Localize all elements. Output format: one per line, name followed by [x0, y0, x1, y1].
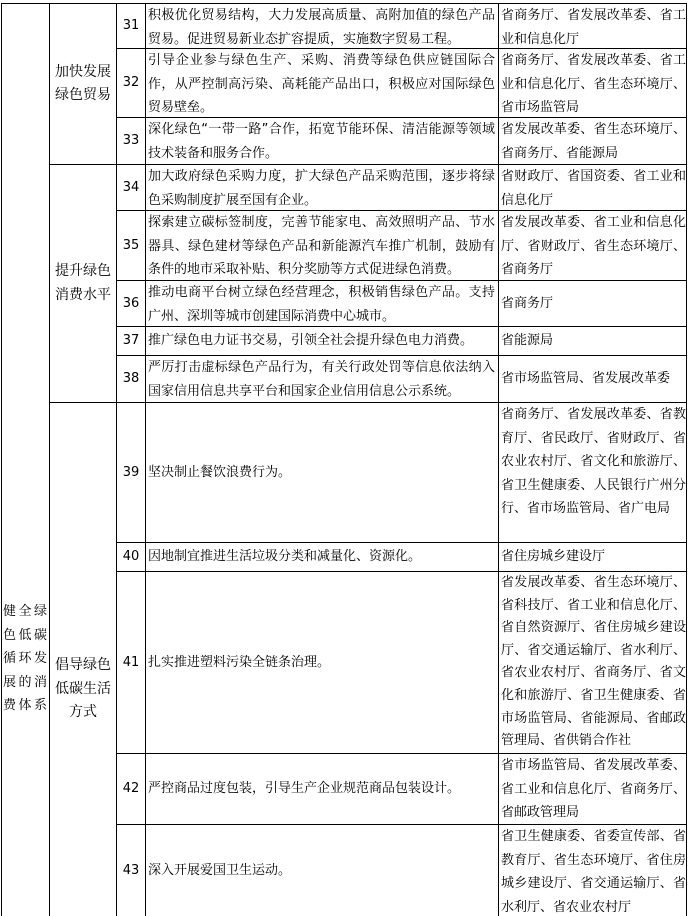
subcategory-label: 倡导绿色低碳生活方式: [55, 657, 111, 721]
department-text: 省市场监管局、省发展改革委: [501, 371, 671, 387]
department-text: 省商务厅、省发展改革委、省教育厅、省民政厅、省财政厅、省农业农村厅、省文化和旅游厅、省卫生健康委、人民银行广州分行、省市场监管局、省广电局: [501, 407, 686, 516]
task-text: 严厉打击虚标绿色产品行为，有关行政处罚等信息依法纳入国家信用信息共享平台和国家企业信用信息公示系统。: [148, 360, 495, 399]
task-text: 扎实推进塑料污染全链条治理。: [148, 654, 331, 670]
subcategory-label: 加快发展绿色贸易: [55, 63, 111, 103]
task-text: 引导企业参与绿色生产、采购、消费等绿色供应链国际合作，从严控制高污染、高耗能产品出口，积极应对国际绿色贸易壁垒。: [148, 53, 495, 115]
row-number: 39: [122, 464, 140, 480]
task-text: 推广绿色电力证书交易，引领全社会提升绿色电力消费。: [148, 333, 474, 349]
department-text: 省市场监管局、省发展改革委、省工业和信息化厅、省商务厅、省邮政管理局: [501, 758, 686, 820]
department-text: 省商务厅、省发展改革委、省工业和信息化厅、省生态环境厅、省市场监管局: [501, 53, 686, 115]
row-number: 42: [122, 781, 140, 797]
row-number: 33: [122, 133, 140, 149]
row-number: 38: [122, 371, 140, 387]
row-number: 41: [122, 654, 140, 670]
category-cell: [1, 402, 49, 916]
row-number: 31: [122, 18, 140, 34]
category-label: 健全绿色低碳循环发展的消费体系: [3, 604, 47, 714]
row-number: 32: [122, 75, 140, 91]
subcategory-cell: [50, 4, 116, 164]
row-number: 40: [122, 549, 140, 565]
department-text: 省能源局: [501, 333, 554, 349]
row-number: 43: [122, 862, 140, 878]
subcategory-cell: [50, 403, 116, 916]
row-number: 37: [122, 333, 140, 349]
department-text: 省财政厅、省国资委、省工业和信息化厅: [501, 169, 686, 208]
department-text: 省住房城乡建设厅: [501, 549, 606, 565]
task-text: 深入开展爱国卫生运动。: [148, 862, 292, 878]
task-text: 积极优化贸易结构，大力发展高质量、高附加值的绿色产品贸易。促进贸易新业态扩容提质，实施数字贸易工程。: [148, 8, 495, 47]
row-number: 36: [122, 295, 140, 311]
task-text: 加大政府绿色采购力度，扩大绿色产品采购范围，逐步将绿色采购制度扩展至国有企业。: [148, 169, 495, 208]
department-text: 省商务厅、省发展改革委、省工业和信息化厅: [501, 8, 686, 47]
task-text: 深化绿色“一带一路”合作，拓宽节能环保、清洁能源等领域技术装备和服务合作。: [148, 122, 495, 161]
department-text: 省发展改革委、省生态环境厅、省商务厅、省能源局: [501, 122, 686, 161]
subcategory-label: 提升绿色消费水平: [55, 263, 111, 303]
department-text: 省商务厅: [501, 295, 554, 311]
department-text: 省发展改革委、省生态环境厅、省科技厅、省工业和信息化厅、省自然资源厅、省住房城乡建设厅、省交通运输厅、省水利厅、省农业农村厅、省商务厅、省文化和旅游厅、省卫生健康委、省市场监管局、省能源局、省邮政管理局、省供销合作社: [501, 575, 686, 749]
task-text: 严控商品过度包装，引导生产企业规范商品包装设计。: [148, 781, 461, 797]
subcategory-cell: [50, 165, 116, 402]
row-number: 35: [122, 237, 140, 253]
row-number: 34: [122, 179, 140, 195]
task-text: 坚决制止餐饮浪费行为。: [148, 464, 292, 480]
department-text: 省发展改革委、省工业和信息化厅、省财政厅、省生态环境厅、省商务厅: [501, 215, 686, 277]
task-text: 推动电商平台树立绿色经营理念，积极销售绿色产品。支持广州、深圳等城市创建国际消费中心城市。: [148, 285, 495, 324]
task-text: 因地制宜推进生活垃圾分类和减量化、资源化。: [148, 549, 422, 565]
department-text: 省卫生健康委、省委宣传部、省教育厅、省生态环境厅、省住房城乡建设厅、省交通运输厅、省水利厅、省农业农村厅: [501, 829, 686, 915]
task-text: 探索建立碳标签制度，完善节能家电、高效照明产品、节水器具、绿色建材等绿色产品和新能源汽车推广机制，鼓励有条件的地市采取补贴、积分奖励等方式促进绿色消费。: [148, 215, 495, 277]
